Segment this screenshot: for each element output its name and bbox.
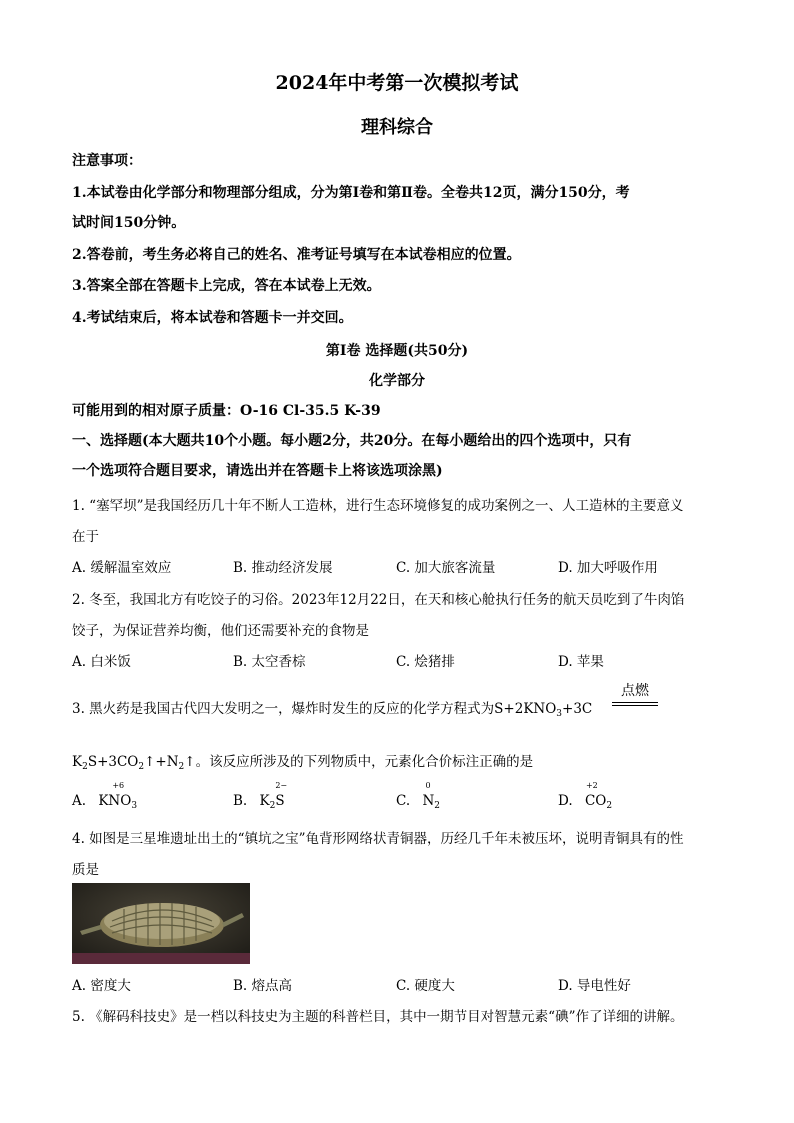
q1-option-d[interactable]: D. 加大呼吸作用: [558, 560, 658, 576]
q2-option-d[interactable]: D. 苹果: [558, 654, 604, 670]
q3-p3-sub: 2: [178, 762, 185, 772]
notice-item-4: 4.考试结束后，将本试卷和答题卡一并交回。: [72, 310, 353, 326]
q1-stem-line2: 在于: [72, 529, 99, 545]
q4-option-c[interactable]: C. 硬度大: [396, 978, 455, 994]
q3-p2: S+3CO: [87, 754, 139, 770]
q3-option-b-sub: 2: [269, 801, 276, 811]
q3-reaction-condition: 点燃: [621, 683, 649, 699]
q5-stem-line1: 5. 《解码科技史》是一档以科技史为主题的科普栏目，其中一期节目对智慧元素“碘”作了详细的讲解。: [72, 1009, 684, 1025]
q3-stem-line1: [72, 697, 592, 719]
q3-product-k2s: [72, 754, 533, 770]
notice-item-1: 1.本试卷由化学部分和物理部分组成，分为第Ⅰ卷和第Ⅱ卷。全卷共12页，满分150分，考: [72, 185, 630, 201]
q3-p2-sub: 2: [138, 762, 145, 772]
notice-item-2: 2.答卷前，考生务必将自己的姓名、准考证号填写在本试卷相应的位置。: [72, 247, 521, 263]
q1-option-b[interactable]: B. 推动经济发展: [233, 560, 333, 576]
q3-p4: ↑。该反应所涉及的下列物质中，元素化合价标注正确的是: [184, 754, 534, 770]
q3-option-c[interactable]: [396, 781, 440, 811]
q4-option-b[interactable]: B. 熔点高: [233, 978, 293, 994]
q3-option-c-oxidation: 0: [425, 781, 431, 790]
q2-option-c[interactable]: C. 烩猪排: [396, 654, 455, 670]
q2-stem-line1: 2. 冬至，我国北方有吃饺子的习俗。2023年12月22日，在天和核心舱执行任务的航天员吃到了牛肉馅: [72, 592, 685, 608]
q1-option-c[interactable]: C. 加大旅客流量: [396, 560, 496, 576]
exam-subtitle: 理科综合: [361, 117, 433, 138]
q3-option-c-letter: C.: [396, 793, 411, 809]
q3-stem-text: 3. 黑火药是我国古代四大发明之一，爆炸时发生的反应的化学方程式为: [72, 701, 495, 717]
q3-option-a-oxidation: +6: [112, 781, 125, 790]
q4-stem-line2: 质是: [72, 862, 99, 878]
notice-item-1-cont: 试时间150分钟。: [72, 215, 186, 231]
q3-option-a-sub: 3: [131, 801, 138, 811]
q3-option-d[interactable]: [558, 781, 613, 811]
q3-reactants-main: S+2KNO: [494, 701, 557, 717]
q3-option-a-letter: A.: [72, 793, 87, 809]
q3-stem-line2: [72, 750, 533, 772]
q4-option-d[interactable]: D. 导电性好: [558, 978, 631, 994]
q2-stem-line2: 饺子，为保证营养均衡，他们还需要补充的食物是: [72, 623, 369, 639]
q3-equals-line-bottom: [612, 705, 658, 706]
q3-option-d-letter: D.: [558, 793, 573, 809]
notice-heading: 注意事项：: [72, 153, 142, 169]
q3-p3: ↑+N: [144, 754, 179, 770]
q3-option-b-formula-k: K: [259, 793, 270, 809]
subject-title: 化学部分: [369, 373, 425, 389]
q3-reactants-tail: +3C: [562, 701, 593, 717]
q3-option-d-oxidation: +2: [585, 781, 598, 790]
q1-stem-line1: 1. “塞罕坝”是我国经历几十年不断人工造林，进行生态环境修复的成功案例之一、人工造林的主要意义: [72, 498, 684, 514]
q3-option-b-letter: B.: [233, 793, 248, 809]
q3-option-b-formula-s: S: [275, 793, 285, 809]
q3-option-b-oxidation: 2−: [275, 781, 288, 790]
q1-option-a[interactable]: A. 缓解温室效应: [72, 560, 172, 576]
q3-option-d-formula: CO: [584, 793, 607, 809]
notice-item-3: 3.答案全部在答题卡上完成，答在本试卷上无效。: [72, 278, 381, 294]
bronze-artifact-image: [72, 883, 250, 964]
q3-option-c-sub: 2: [434, 801, 440, 811]
q3-reactants-sub: 3: [556, 709, 563, 719]
q3-option-a-formula: KNO: [98, 793, 132, 809]
part-title: 第Ⅰ卷 选择题(共50分): [325, 343, 469, 359]
q3-option-d-sub: 2: [606, 801, 613, 811]
q3-p1: K: [72, 754, 83, 770]
q2-option-b[interactable]: B. 太空香棕: [233, 654, 306, 670]
q3-reactants: [494, 701, 592, 717]
q4-option-a[interactable]: A. 密度大: [72, 978, 131, 994]
q3-equals-line-top: [612, 702, 658, 703]
q2-option-a[interactable]: A. 白米饭: [72, 654, 131, 670]
exam-title: 2024年中考第一次模拟考试: [275, 72, 519, 94]
q3-option-a[interactable]: [72, 781, 138, 811]
q3-option-b[interactable]: [233, 781, 288, 811]
q4-stem-line1: 4. 如图是三星堆遗址出土的“镇坑之宝”龟背形网络状青铜器，历经几千年未被压坏，说明青铜具有的性: [72, 831, 684, 847]
instruction-line-1: 一、选择题(本大题共10个小题。每小题2分，共20分。在每小题给出的四个选项中，只有: [72, 433, 632, 449]
instruction-line-2: 一个选项符合题目要求，请选出并在答题卡上将该选项涂黑): [72, 463, 443, 479]
q3-p1-sub: 2: [82, 762, 88, 772]
atomic-mass-line: 可能用到的相对原子质量：O-16 Cl-35.5 K-39: [72, 403, 381, 419]
q3-option-c-formula: N: [422, 793, 435, 809]
